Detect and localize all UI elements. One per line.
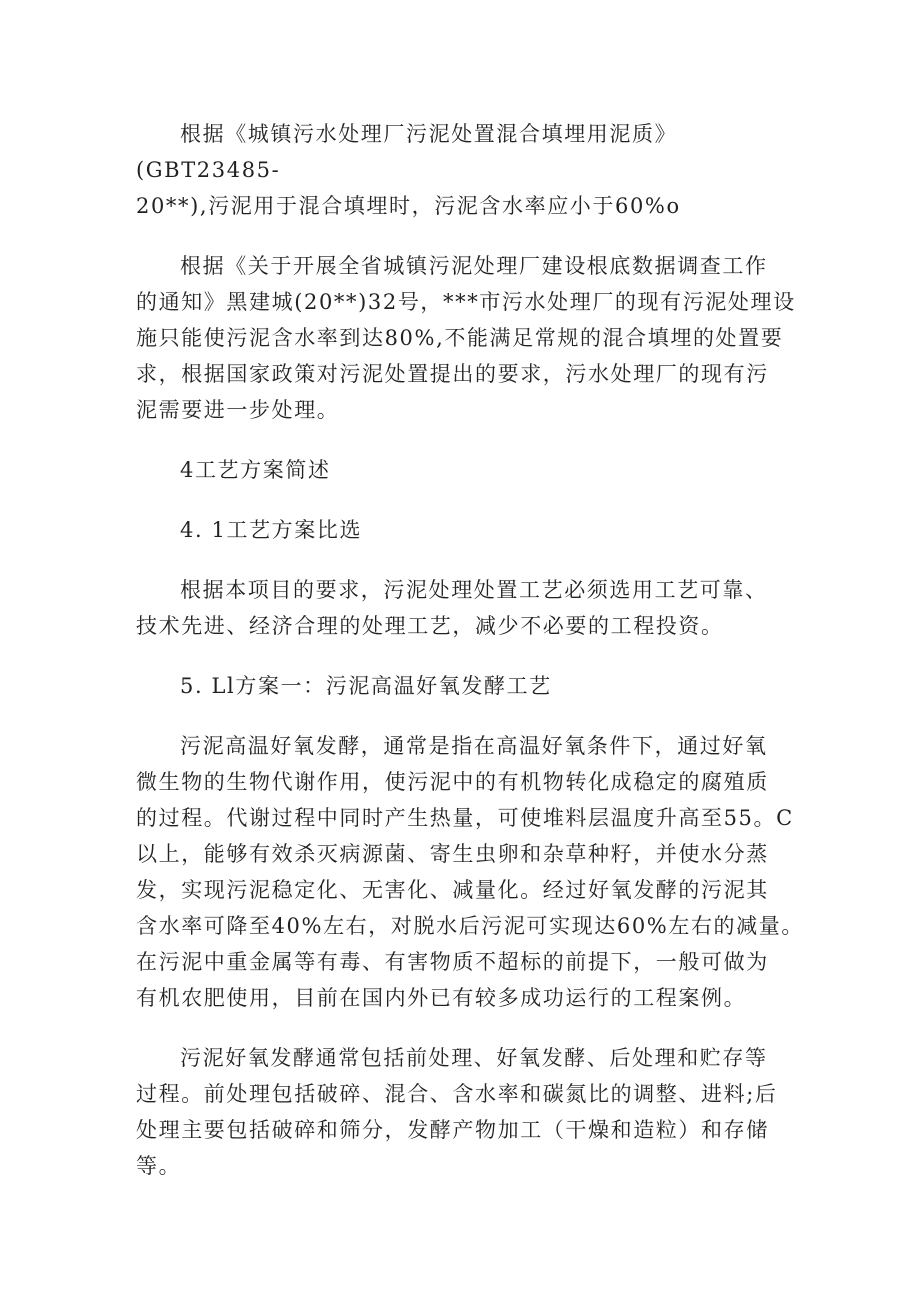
text-line: 根据《关于开展全省城镇污泥处理厂建设根底数据调查工作 [180,254,768,278]
text-line: 根据本项目的要求，污泥处理处置工艺必须选用工艺可靠、 [180,578,768,602]
section-heading-process-overview: 4工艺方案简述 [180,458,331,482]
text-line: 的通知》黑建城(20**)32号，***市污水处理厂的现有污泥处理设 [136,290,796,314]
text-line: 技术先进、经济合理的处理工艺，减少不必要的工程投资。 [136,614,724,638]
text-line: 处理主要包括破碎和筛分，发酵产物加工（干燥和造粒）和存储 [136,1118,769,1142]
paragraph-process-requirements [136,572,820,644]
paragraph-aerobic-fermentation [136,728,820,1016]
text-line: 施只能使污泥含水率到达80%,不能满足常规的混合填埋的处置要 [136,326,784,350]
text-line: 的过程。代谢过程中同时产生热量，可使堆料层温度升高至55。C [136,806,794,830]
text-line: 过程。前处理包括破碎、混合、含水率和碳氮比的调整、进料;后 [136,1082,778,1106]
text-line: 含水率可降至40%左右，对脱水后污泥可实现达60%左右的减量。 [136,914,804,938]
text-line: 微生物的生物代谢作用，使污泥中的有机物转化成稳定的腐殖质 [136,770,769,794]
section-heading-option-one: 5. Ll方案一：污泥高温好氧发酵工艺 [180,674,552,698]
text-line: 有机农肥使用，目前在国内外已有较多成功运行的工程案例。 [136,986,747,1010]
section-heading-process-comparison: 4. 1工艺方案比选 [180,518,363,542]
paragraph-provincial-notice [136,248,820,428]
text-line: 在污泥中重金属等有毒、有害物质不超标的前提下，一般可做为 [136,950,769,974]
text-line: 求，根据国家政策对污泥处置提出的要求，污水处理厂的现有污 [136,362,769,386]
text-line: 根据《城镇污水处理厂污泥处置混合填埋用泥质》(GBT23485- [136,122,678,182]
text-line: 污泥高温好氧发酵，通常是指在高温好氧条件下，通过好氧 [180,734,768,758]
text-line: 以上，能够有效杀灭病源菌、寄生虫卵和杂草种籽，并使水分蒸 [136,842,769,866]
text-line: 等。 [136,1154,182,1178]
paragraph-sludge-landfill-standard [136,116,820,224]
text-line: 发，实现污泥稳定化、无害化、减量化。经过好氧发酵的污泥其 [136,878,769,902]
text-line: 污泥好氧发酵通常包括前处理、好氧发酵、后处理和贮存等 [180,1046,768,1070]
paragraph-fermentation-stages [136,1040,820,1184]
text-line: 20**),污泥用于混合填埋时，污泥含水率应小于60%o [136,194,681,218]
text-line: 泥需要进一步处理。 [136,398,340,422]
